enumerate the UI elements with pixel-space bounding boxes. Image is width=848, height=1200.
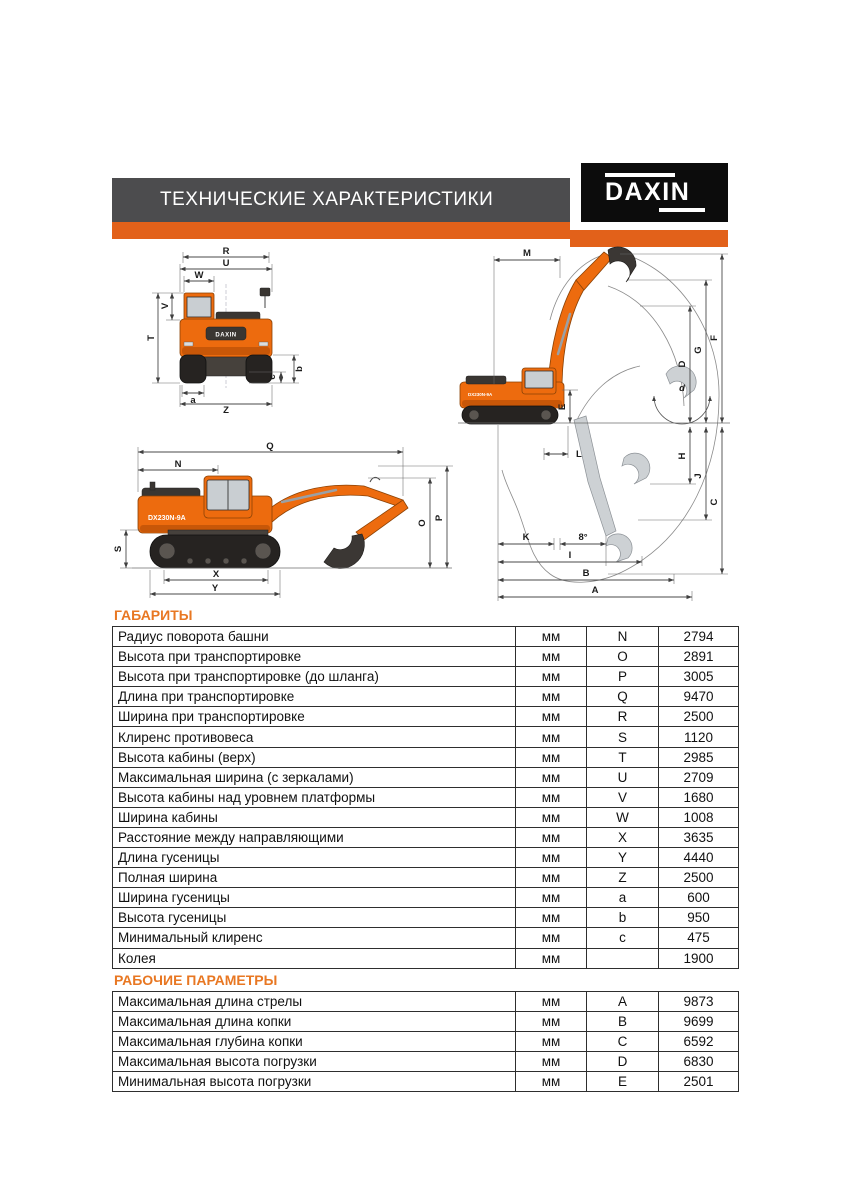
- spec-name-cell: Высота при транспортировке: [113, 647, 516, 667]
- spec-unit-cell: мм: [516, 1031, 587, 1051]
- spec-value-cell: 3635: [659, 827, 739, 847]
- spec-value-cell: 950: [659, 908, 739, 928]
- spec-name-cell: Длина при транспортировке: [113, 687, 516, 707]
- ghost-bucket-mid: [622, 453, 650, 484]
- dim-label-m: M: [523, 248, 531, 259]
- undercarriage: [204, 357, 248, 376]
- brand-logo-text: DAXIN: [605, 178, 691, 206]
- spec-unit-cell: мм: [516, 868, 587, 888]
- spec-name-cell: Минимальная высота погрузки: [113, 1071, 516, 1091]
- spec-row: [113, 747, 739, 767]
- cab-window: [525, 371, 553, 388]
- dim-label-r: R: [222, 246, 230, 257]
- spec-symbol-cell: D: [587, 1051, 659, 1071]
- spec-symbol-cell: E: [587, 1071, 659, 1091]
- spec-name-cell: Минимальный клиренс: [113, 928, 516, 948]
- spec-unit-cell: мм: [516, 1011, 587, 1031]
- dim-label-o: O: [417, 519, 428, 527]
- spec-symbol-cell: O: [587, 647, 659, 667]
- spec-row: [113, 928, 739, 948]
- spec-row: [113, 868, 739, 888]
- spec-value-cell: 2500: [659, 868, 739, 888]
- spec-symbol-cell: W: [587, 807, 659, 827]
- dim-label-dd: D: [677, 360, 688, 368]
- spec-value-cell: 6830: [659, 1051, 739, 1071]
- spec-symbol-cell: X: [587, 827, 659, 847]
- dim-label-e: E: [557, 403, 568, 411]
- dim-label-w: W: [194, 270, 204, 281]
- dim-label-t: T: [146, 335, 157, 341]
- dim-label-p: P: [434, 514, 445, 522]
- brand-badge-text: DAXIN: [215, 332, 237, 339]
- dim-label-k: K: [522, 532, 530, 543]
- spec-name-cell: Клиренс противовеса: [113, 727, 516, 747]
- title-bar: [112, 178, 570, 222]
- spec-symbol-cell: a: [587, 888, 659, 908]
- front-view-diagram: [118, 246, 348, 414]
- spec-symbol-cell: A: [587, 991, 659, 1011]
- spec-value-cell: 2985: [659, 747, 739, 767]
- spec-unit-cell: мм: [516, 767, 587, 787]
- spec-symbol-cell: Y: [587, 848, 659, 868]
- spec-symbol-cell: V: [587, 787, 659, 807]
- spec-name-cell: Высота при транспортировке (до шланга): [113, 667, 516, 687]
- spec-row: [113, 1071, 739, 1091]
- dim-label-j: J: [693, 473, 704, 479]
- page-title: ТЕХНИЧЕСКИЕ ХАРАКТЕРИСТИКИ: [160, 189, 494, 210]
- spec-unit-cell: мм: [516, 727, 587, 747]
- dim-label-v: V: [160, 302, 171, 310]
- spec-value-cell: 6592: [659, 1031, 739, 1051]
- spec-row: [113, 667, 739, 687]
- bucket: [324, 534, 364, 568]
- dim-label-h: H: [677, 452, 688, 460]
- spec-value-cell: 3005: [659, 667, 739, 687]
- spec-row: [113, 1051, 739, 1071]
- spec-unit-cell: мм: [516, 1051, 587, 1071]
- dim-label-z: Z: [223, 405, 229, 416]
- spec-name-cell: Ширина кабины: [113, 807, 516, 827]
- model-label: DX230N-9A: [468, 392, 493, 397]
- spec-row: [113, 727, 739, 747]
- dim-label-angle: 8°: [578, 532, 588, 543]
- spec-unit-cell: мм: [516, 848, 587, 868]
- spec-name-cell: Полная ширина: [113, 868, 516, 888]
- spec-name-cell: Ширина гусеницы: [113, 888, 516, 908]
- spec-name-cell: Высота гусеницы: [113, 908, 516, 928]
- dim-label-g: G: [693, 346, 704, 354]
- spec-unit-cell: мм: [516, 687, 587, 707]
- spec-unit-cell: мм: [516, 928, 587, 948]
- spec-name-cell: Расстояние между направляющими: [113, 827, 516, 847]
- dim-label-n: N: [174, 459, 182, 470]
- spec-value-cell: 1120: [659, 727, 739, 747]
- spec-unit-cell: мм: [516, 827, 587, 847]
- spec-value-cell: 600: [659, 888, 739, 908]
- spec-name-cell: Максимальная глубина копки: [113, 1031, 516, 1051]
- engine-hood: [466, 376, 506, 384]
- spec-symbol-cell: [587, 948, 659, 968]
- working-params-table: [112, 991, 739, 1092]
- spec-row: [113, 1011, 739, 1031]
- spec-symbol-cell: N: [587, 627, 659, 647]
- model-label: DX230N-9A: [148, 515, 186, 522]
- arm: [356, 500, 408, 540]
- spec-value-cell: 1680: [659, 787, 739, 807]
- mirror: [260, 288, 270, 296]
- cab-window: [187, 297, 211, 317]
- spec-row: [113, 807, 739, 827]
- spec-name-cell: Радиус поворота башни: [113, 627, 516, 647]
- spec-name-cell: Длина гусеницы: [113, 848, 516, 868]
- spec-row: [113, 848, 739, 868]
- tail-light: [259, 342, 268, 346]
- dim-label-i: I: [568, 550, 572, 561]
- dim-label-cc: C: [709, 498, 720, 506]
- brand-logo: [581, 163, 728, 222]
- spec-row: [113, 707, 739, 727]
- spec-name-cell: Высота кабины над уровнем платформы: [113, 787, 516, 807]
- bucket: [608, 247, 636, 282]
- spec-row: [113, 767, 739, 787]
- spec-row: [113, 787, 739, 807]
- dim-label-l: L: [576, 449, 582, 460]
- spec-unit-cell: мм: [516, 787, 587, 807]
- spec-symbol-cell: T: [587, 747, 659, 767]
- spec-unit-cell: мм: [516, 1071, 587, 1091]
- dim-label-f: F: [709, 335, 720, 341]
- spec-symbol-cell: B: [587, 1011, 659, 1031]
- spec-value-cell: 475: [659, 928, 739, 948]
- spec-value-cell: 2794: [659, 627, 739, 647]
- spec-symbol-cell: C: [587, 1031, 659, 1051]
- spec-symbol-cell: c: [587, 928, 659, 948]
- spec-unit-cell: мм: [516, 667, 587, 687]
- spec-value-cell: 9470: [659, 687, 739, 707]
- spec-unit-cell: мм: [516, 747, 587, 767]
- spec-row: [113, 687, 739, 707]
- spec-row: [113, 948, 739, 968]
- exhaust: [150, 482, 155, 490]
- spec-symbol-cell: Q: [587, 687, 659, 707]
- spec-unit-cell: мм: [516, 948, 587, 968]
- spec-value-cell: 1900: [659, 948, 739, 968]
- spec-name-cell: Ширина при транспортировке: [113, 707, 516, 727]
- ghost-bucket-depth: [606, 534, 632, 562]
- spec-name-cell: Высота кабины (верх): [113, 747, 516, 767]
- spec-unit-cell: мм: [516, 807, 587, 827]
- spec-unit-cell: мм: [516, 627, 587, 647]
- spec-unit-cell: мм: [516, 908, 587, 928]
- dim-label-a: a: [190, 395, 196, 406]
- section-heading-dimensions: ГАБАРИТЫ: [114, 607, 193, 623]
- dim-label-s: S: [113, 545, 124, 553]
- spec-row: [113, 827, 739, 847]
- range-dimension-lines: [494, 248, 728, 601]
- spec-name-cell: Максимальная длина стрелы: [113, 991, 516, 1011]
- spec-row: [113, 991, 739, 1011]
- spec-row: [113, 647, 739, 667]
- spec-name-cell: Колея: [113, 948, 516, 968]
- spec-value-cell: 2501: [659, 1071, 739, 1091]
- spec-value-cell: 2500: [659, 707, 739, 727]
- tail-light: [184, 342, 193, 346]
- dim-label-c: c: [267, 374, 278, 380]
- spec-unit-cell: мм: [516, 647, 587, 667]
- spec-symbol-cell: R: [587, 707, 659, 727]
- spec-unit-cell: мм: [516, 707, 587, 727]
- dim-label-a2: A: [591, 585, 599, 596]
- spec-symbol-cell: b: [587, 908, 659, 928]
- spec-row: [113, 888, 739, 908]
- arm: [576, 252, 612, 290]
- side-view-diagram: [112, 438, 462, 604]
- spec-value-cell: 1008: [659, 807, 739, 827]
- excavator-range-illustration: [460, 247, 636, 424]
- logo-overline: [605, 173, 675, 177]
- logo-underline: [659, 208, 705, 212]
- spec-name-cell: Максимальная длина копки: [113, 1011, 516, 1031]
- dim-label-d: d: [679, 383, 685, 394]
- dim-label-b: b: [294, 366, 305, 372]
- spec-symbol-cell: U: [587, 767, 659, 787]
- spec-symbol-cell: S: [587, 727, 659, 747]
- spec-value-cell: 9699: [659, 1011, 739, 1031]
- spec-row: [113, 627, 739, 647]
- accent-bar: [112, 222, 570, 239]
- dim-label-b2: B: [582, 568, 590, 579]
- spec-unit-cell: мм: [516, 888, 587, 908]
- dim-label-x: X: [212, 569, 220, 580]
- dim-label-y: Y: [211, 583, 219, 594]
- spec-value-cell: 2891: [659, 647, 739, 667]
- spec-row: [113, 908, 739, 928]
- spec-unit-cell: мм: [516, 991, 587, 1011]
- working-range-diagram: [458, 244, 748, 604]
- dim-label-u: U: [222, 258, 230, 269]
- dimensions-table: [112, 626, 739, 969]
- spec-symbol-cell: Z: [587, 868, 659, 888]
- spec-tables: [112, 604, 738, 1092]
- spec-symbol-cell: P: [587, 667, 659, 687]
- left-track: [180, 355, 206, 383]
- spec-value-cell: 9873: [659, 991, 739, 1011]
- excavator-side-illustration: [138, 476, 408, 568]
- spec-name-cell: Максимальная высота погрузки: [113, 1051, 516, 1071]
- section-heading-working-params: РАБОЧИЕ ПАРАМЕТРЫ: [114, 971, 278, 988]
- spec-value-cell: 2709: [659, 767, 739, 787]
- spec-name-cell: Максимальная ширина (с зеркалами): [113, 767, 516, 787]
- spec-row: [113, 1031, 739, 1051]
- spec-value-cell: 4440: [659, 848, 739, 868]
- dim-label-q: Q: [266, 441, 274, 452]
